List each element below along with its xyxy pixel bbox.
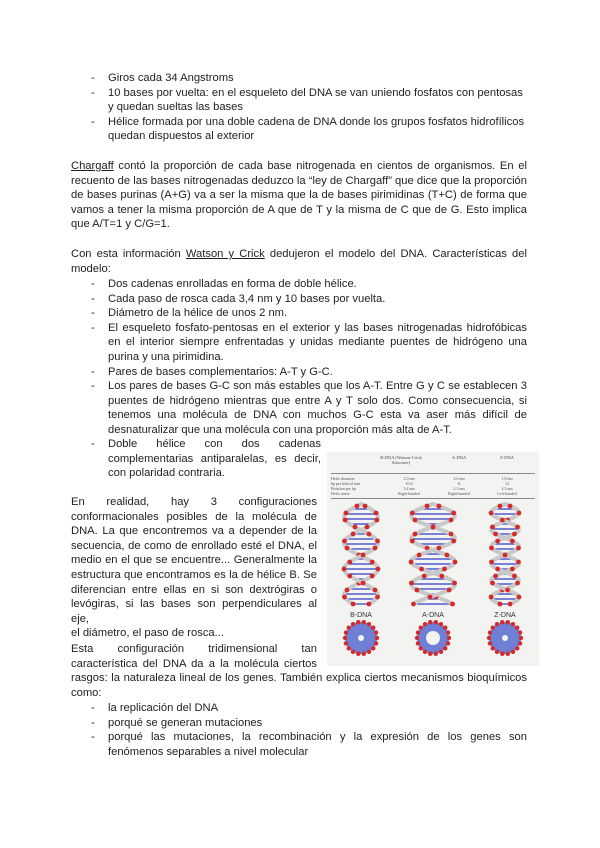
z-dna-helix-top-phosphate [519, 636, 523, 640]
table-cell: Helix sense [331, 491, 350, 496]
a-dna-helix-phosphate [410, 511, 415, 516]
table-cell: Left-handed [497, 491, 517, 496]
b-dna-helix-phosphate [342, 539, 347, 544]
b-dna-helix-phosphate [345, 546, 350, 551]
table-cell: 4.5 nm [501, 486, 513, 491]
z-dna-helix-phosphate [505, 588, 510, 593]
table-cell: Right-handed [448, 491, 470, 496]
chargaff-name-link[interactable]: Chargaff [71, 160, 114, 172]
tri-line: característica del DNA da a la molécula ciertos [71, 657, 317, 670]
b-dna-helix-top-phosphate [374, 630, 378, 634]
a-dna-helix-top-phosphate [415, 636, 419, 640]
a-dna-helix-phosphate [410, 539, 415, 544]
z-dna-helix-phosphate [489, 546, 494, 551]
z-dna-helix-top-phosphate [518, 630, 522, 634]
chargaff-text: contó la proporción de cada base nitrogenada en cientos de organismos. En el recuento de las bases nitrogenadas deduzco la “ley de Chargaff” que dice que la proporción de bases purinas (A+G) va a ser la misma que la de bases pirimidinas (T+C) de forma que vamos a tener la misma proporción de A que de T y la misma de C que de G. Esto implica que A/T=1 y C/G=1. [71, 160, 527, 231]
a-dna-helix-phosphate [439, 574, 444, 579]
z-dna-label: Z-DNA [494, 612, 516, 619]
table-cell: 3.4 nm [403, 486, 415, 491]
b-dna-helix-phosphate [345, 588, 350, 593]
b-dna-helix-phosphate [344, 511, 349, 516]
z-dna-helix-phosphate [489, 560, 494, 565]
table-cell: Right-handed [398, 491, 420, 496]
a-dna-helix-phosphate [447, 588, 452, 593]
z-dna-helix-phosphate [503, 553, 508, 558]
a-dna-helix-top-phosphate [443, 626, 447, 630]
z-dna-helix-top-phosphate [488, 630, 492, 634]
list-item: - Cada paso de rosca cada 3,4 nm y 10 bases por vuelta. [86, 292, 527, 307]
b-dna-helix-top-phosphate [356, 652, 360, 656]
b-dna-helix-phosphate [347, 574, 352, 579]
a-dna-helix-phosphate [413, 518, 418, 523]
table-header-z: Z-DNA [500, 455, 514, 460]
a-dna-helix-top-phosphate [428, 652, 432, 656]
b-dna-helix-phosphate [351, 602, 356, 607]
a-dna-helix-phosphate [444, 553, 449, 558]
a-dna-helix-top-phosphate [447, 636, 451, 640]
dna-forms-figure [327, 452, 539, 666]
b-dna-helix-phosphate [375, 595, 380, 600]
b-dna-helix-phosphate [370, 560, 375, 565]
b-dna-helix-phosphate [347, 560, 352, 565]
z-dna-helix-phosphate [512, 532, 517, 537]
table-row [331, 491, 535, 496]
tri-line: Esta configuración tridimensional tan [71, 643, 317, 655]
z-dna-helix-top-phosphate [487, 636, 491, 640]
b-dna-helix-phosphate [361, 581, 366, 586]
b-dna-helix-top-phosphate [344, 630, 348, 634]
b-dna-helix-top-phosphate [374, 641, 378, 645]
a-dna-helix-top-phosphate [439, 650, 443, 654]
z-dna-helix-phosphate [517, 511, 522, 516]
table-cell: 11 [457, 481, 461, 486]
b-dna-helix-phosphate [374, 511, 379, 516]
b-dna-helix-top-phosphate [367, 650, 371, 654]
table-header-b: B-DNA (Watson-Crick Structure) [380, 455, 422, 465]
a-dna-helix-top-phosphate [419, 646, 423, 650]
table-cell: 2.6 nm [453, 476, 465, 481]
antiparallel-item [86, 437, 321, 481]
b-dna-helix-top-core [358, 635, 364, 641]
z-dna-helix-phosphate [498, 504, 503, 509]
antiparallel-line: Doble hélice con dos cadenas [108, 438, 321, 450]
comparison-table [331, 476, 535, 496]
a-dna-helix-top-phosphate [434, 652, 438, 656]
table-cell: 1.8 nm [501, 476, 513, 481]
z-dna-helix-phosphate [493, 574, 498, 579]
b-dna-helix-phosphate [361, 553, 366, 558]
a-dna-helix-phosphate [442, 567, 447, 572]
a-dna-helix-phosphate [409, 560, 414, 565]
a-dna-helix-top-phosphate [416, 630, 420, 634]
a-dna-helix-phosphate [449, 518, 454, 523]
b-dna-helix-phosphate [351, 532, 356, 537]
list-item: - Pares de bases complementarios: A-T y G-C. [86, 365, 527, 380]
watson-prefix: Con esta información [71, 248, 186, 260]
b-dna-helix-phosphate [376, 567, 381, 572]
watson-crick-paragraph [71, 247, 527, 276]
dash-marker: - [91, 438, 95, 450]
b-dna-helix-phosphate [343, 518, 348, 523]
watson-crick-name-link[interactable]: Watson y Crick [185, 248, 265, 260]
b-dna-helix-phosphate [374, 518, 379, 523]
b-dna-helix-top-phosphate [371, 626, 375, 630]
table-cell: 2.3 nm [453, 486, 465, 491]
a-dna-helix-phosphate [452, 581, 457, 586]
table-cell: bp per helical turn [331, 481, 361, 486]
z-dna-helix-top-phosphate [500, 652, 504, 656]
b-dna-helix-phosphate [373, 546, 378, 551]
z-dna-helix-top-phosphate [518, 641, 522, 645]
b-dna-helix-phosphate [365, 525, 370, 530]
z-dna-helix-phosphate [516, 546, 521, 551]
z-dna-helix-phosphate [490, 525, 495, 530]
z-dna-helix-top-phosphate [495, 650, 499, 654]
z-dna-helix-phosphate [517, 595, 522, 600]
a-dna-helix-top-phosphate [443, 646, 447, 650]
list-item: - porqué se generan mutaciones [86, 716, 527, 731]
a-dna-helix-phosphate [409, 581, 414, 586]
table-cell: 10.4 [405, 481, 413, 486]
a-dna-helix-phosphate [437, 504, 442, 509]
table-cell: 2.0 nm [403, 476, 415, 481]
z-dna-helix-phosphate [489, 511, 494, 516]
a-dna-helix-phosphate [415, 588, 420, 593]
config-line: estructura que encontramos es la de hélice B. Se [71, 568, 317, 581]
z-dna-helix-phosphate [516, 560, 521, 565]
a-dna-helix-phosphate [451, 511, 456, 516]
config-line: En realidad, hay 3 configuraciones [71, 496, 317, 508]
b-dna-helix-top-phosphate [347, 626, 351, 630]
list-item: - 10 bases por vuelta: en el esqueleto del DNA se van uniendo fosfatos con pentosas y quedan sueltas las bases [86, 86, 526, 115]
config-line: conformacionales posibles de la molécula de [71, 510, 317, 523]
a-dna-helix-phosphate [450, 602, 455, 607]
a-dna-helix-phosphate [411, 602, 416, 607]
b-dna-helix-phosphate [363, 504, 368, 509]
z-dna-helix-phosphate [512, 574, 517, 579]
list-item: - Los pares de bases G-C son más estables que los A-T. Entre G y C se establecen 3 puentes de hidrógeno mientras que entre A y T solo dos. Como consecuencia, si tenemos una molécula de DNA con muchos G-C esta va aser más difícil de desnaturalizar que una molécula con una proporción más alta de A-T. [86, 379, 527, 437]
z-dna-helix-top-core [502, 635, 508, 641]
z-dna-helix-phosphate [515, 581, 520, 586]
b-dna-helix-top-phosphate [344, 641, 348, 645]
table-header-a: A-DNA [451, 455, 467, 460]
a-dna-helix-phosphate [419, 567, 424, 572]
list-item: - Dos cadenas enrolladas en forma de doble hélice. [86, 277, 527, 292]
list-item: - Hélice formada por una doble cadena de DNA donde los grupos fosfatos hidrofílicos quedan dispuestos al exterior [86, 115, 526, 144]
a-dna-helix-phosphate [422, 574, 427, 579]
z-dna-helix-phosphate [500, 518, 505, 523]
a-dna-helix-phosphate [428, 595, 433, 600]
list-item: - Diámetro de la hélice de unos 2 nm. [86, 306, 527, 321]
z-dna-helix-phosphate [489, 595, 494, 600]
antiparallel-line: complementarias antiparalelas, es decir, [108, 452, 321, 465]
a-dna-helix-top-core [426, 631, 440, 645]
config-line: secuencia, de como de enrollado esté el DNA, el [71, 539, 317, 552]
list-item: - Giros cada 34 Angstroms [86, 71, 526, 86]
top-bullet-list [86, 71, 526, 144]
a-dna-helix-top-phosphate [446, 641, 450, 645]
z-dna-helix-phosphate [508, 504, 513, 509]
z-dna-helix-phosphate [495, 567, 500, 572]
z-dna-helix-top-phosphate [491, 646, 495, 650]
z-dna-helix-phosphate [495, 539, 500, 544]
b-dna-helix-phosphate [373, 588, 378, 593]
b-dna-helix-top-phosphate [362, 652, 366, 656]
z-dna-helix-phosphate [515, 525, 520, 530]
z-dna-helix-phosphate [510, 567, 515, 572]
b-dna-helix-phosphate [375, 539, 380, 544]
b-dna-label: B-DNA [350, 612, 372, 619]
tri-rest: rasgos: la naturaleza lineal de los genes. También explica ciertos mecanismos bioquímicos como: [71, 672, 527, 699]
chargaff-paragraph [71, 159, 527, 232]
b-dna-helix-phosphate [367, 532, 372, 537]
config-line: diferencian entre ellas en si son dextrógiras o [71, 583, 317, 596]
z-dna-helix-phosphate [508, 602, 513, 607]
dna-helix-illustration [327, 500, 539, 666]
a-dna-helix-top-phosphate [419, 626, 423, 630]
z-dna-helix-top-phosphate [515, 646, 519, 650]
z-dna-helix-phosphate [510, 539, 515, 544]
a-dna-helix-phosphate [451, 539, 456, 544]
a-dna-helix-phosphate [437, 546, 442, 551]
antiparallel-line: con polaridad contraria. [108, 467, 225, 480]
b-dna-helix-top-phosphate [371, 646, 375, 650]
a-dna-helix-phosphate [449, 532, 454, 537]
b-dna-helix-phosphate [355, 504, 360, 509]
a-dna-helix-phosphate [431, 525, 436, 530]
z-dna-helix-top-phosphate [491, 626, 495, 630]
z-dna-helix-top-phosphate [515, 626, 519, 630]
b-dna-helix-top-phosphate [343, 636, 347, 640]
table-cell: Rotation per bp [331, 486, 356, 491]
z-dna-helix-top-phosphate [488, 641, 492, 645]
z-dna-helix-top-phosphate [506, 652, 510, 656]
table-divider [331, 473, 535, 474]
config-line: levógiras, si las bases son perpendiculares al eje, [71, 598, 317, 625]
table-divider [331, 498, 535, 499]
b-dna-helix-phosphate [342, 595, 347, 600]
b-dna-helix-phosphate [342, 567, 347, 572]
configurations-paragraph [71, 495, 317, 641]
config-line: el diámetro, el paso de rosca... [71, 627, 224, 640]
config-line: medio en el que se encuentre... Generalmente la [71, 554, 317, 567]
b-dna-helix-top-phosphate [375, 636, 379, 640]
a-dna-helix-phosphate [413, 532, 418, 537]
b-dna-helix-phosphate [353, 525, 358, 530]
z-dna-helix-phosphate [498, 602, 503, 607]
a-dna-helix-top-phosphate [416, 641, 420, 645]
b-dna-helix-phosphate [367, 602, 372, 607]
list-item: - porqué las mutaciones, la recombinación y la expresión de los genes son fenómenos separables a nivel molecular [86, 730, 527, 759]
list-item: - El esqueleto fosfato-pentosas en el exterior y las bases nitrogenadas hidrofóbicas en el interior siempre enfrentadas y unidas mediante puentes de hidrógeno una purina y una pirimidina. [86, 321, 527, 365]
model-characteristics-list [86, 277, 527, 438]
a-dna-helix-phosphate [417, 553, 422, 558]
list-item: - la replicación del DNA [86, 701, 527, 716]
b-dna-helix-top-phosphate [351, 650, 355, 654]
a-dna-label: A-DNA [422, 612, 444, 619]
table-cell: 12 [505, 481, 509, 486]
mechanisms-list [86, 701, 527, 759]
config-line: DNA. La que encontremos va a depender de la [71, 525, 317, 538]
b-dna-helix-phosphate [370, 574, 375, 579]
z-dna-helix-phosphate [490, 581, 495, 586]
z-dna-helix-top-phosphate [511, 650, 515, 654]
a-dna-helix-phosphate [425, 504, 430, 509]
b-dna-helix-top-phosphate [347, 646, 351, 650]
watson-text: dedujeron el modelo del DNA. Características del modelo: [71, 248, 527, 275]
a-dna-helix-phosphate [453, 560, 458, 565]
a-dna-helix-top-phosphate [446, 630, 450, 634]
z-dna-helix-phosphate [493, 532, 498, 537]
table-cell: Helix diameter [331, 476, 355, 481]
a-dna-helix-top-phosphate [423, 650, 427, 654]
